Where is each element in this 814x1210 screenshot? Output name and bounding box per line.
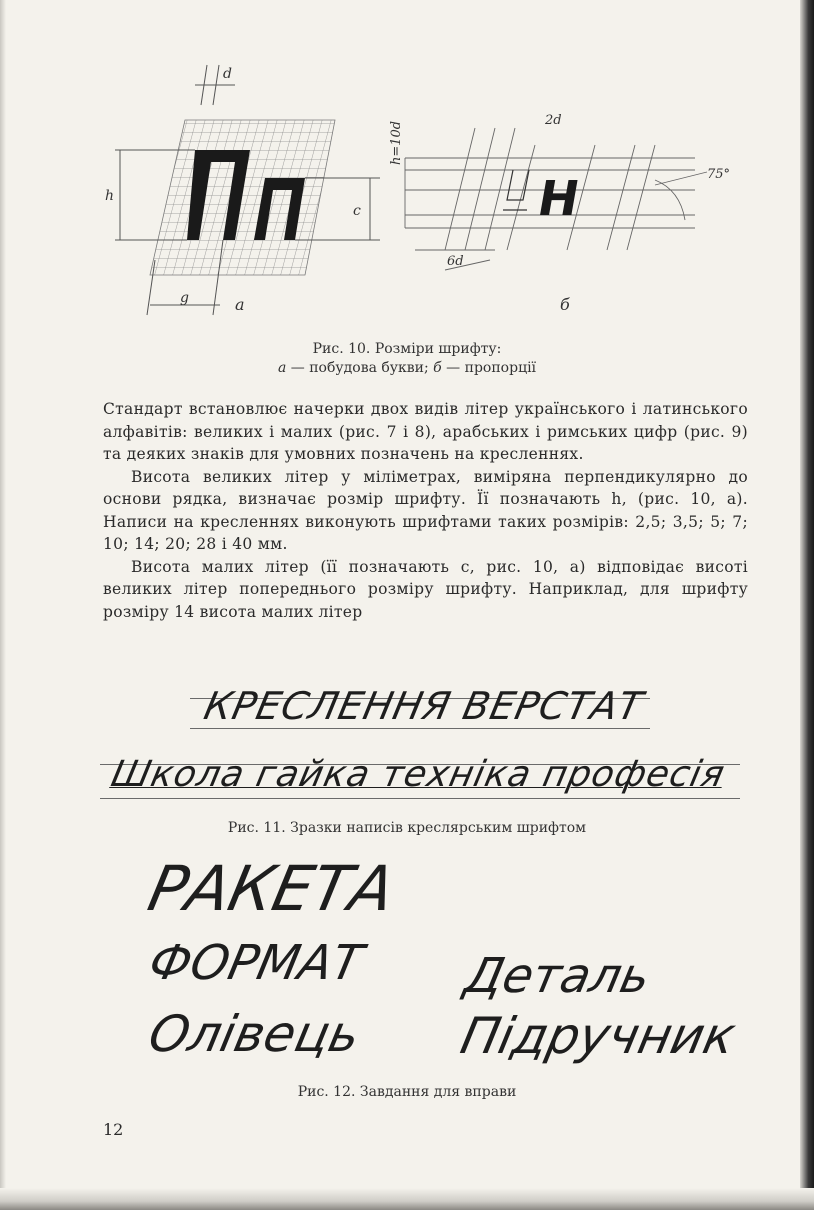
page-bottom-edge <box>0 1188 814 1210</box>
fig12-word-pidruchnyk: Підручник <box>455 1007 741 1065</box>
caption-a-letter: а <box>277 360 287 376</box>
sample-letter-n: Н <box>533 171 584 227</box>
fig12-word-olivets: Олівець <box>143 1005 366 1063</box>
label-b: б <box>560 295 570 314</box>
paragraph-3: Висота малих літер (її позначають с, рис. 10, а) відповідає висоті великих літер попереднього розміру шрифту. Наприклад, для шрифту розміру 14 висота малих літер <box>103 557 748 621</box>
construction-grid <box>150 120 335 275</box>
fig12-word-raketa: РАКЕТА <box>142 852 402 925</box>
label-a: а <box>235 295 245 314</box>
figure-12-caption: Рис. 12. Завдання для вправи <box>297 1084 517 1100</box>
page-number: 12 <box>103 1120 124 1139</box>
figure-10-diagram <box>95 60 755 330</box>
label-75: 75° <box>707 167 731 182</box>
figure-10-caption <box>0 340 814 378</box>
fig12-word-format: ФОРМАТ <box>144 935 368 991</box>
paragraph-1: Стандарт встановлює начерки двох видів літер українського і латинського алфавітів: великих і малих (рис. 7 і 8), арабських і римських цифр (рис. 9) та деяких знаків для умовних позначень на кресленнях. <box>103 400 748 463</box>
paragraph-2: Висота великих літер у міліметрах, виміряна перпендикулярно до основи рядка, визначає розмір шрифту. Її позначають h, (рис. 10, а). Написи на кресленнях виконують шрифтами таких розмірів: 2,5; 3,5; 5; 7; 10; 14; 20; 28 і 40 мм. <box>103 467 748 553</box>
label-c: c <box>353 203 361 219</box>
fig11-rule-bottom-2 <box>100 798 740 799</box>
fig11-rule-bottom-1 <box>190 728 650 729</box>
label-6d: 6d <box>447 254 464 269</box>
figure-10-caption-line2 <box>0 359 814 378</box>
page-right-edge <box>800 0 814 1210</box>
label-2d: 2d <box>545 113 562 128</box>
fig11-sample-uppercase: КРЕСЛЕННЯ ВЕРСТАТ <box>200 684 648 728</box>
fig11-sample-lowercase: Школа гайка техніка професія <box>107 754 729 795</box>
caption-a-text: — побудова букви; <box>286 360 434 376</box>
label-h10d: h=10d <box>389 120 404 165</box>
fig12-word-detal: Деталь <box>460 948 656 1004</box>
caption-b-letter: б <box>433 360 442 376</box>
label-h: h <box>105 188 115 204</box>
caption-b-text: — пропорції <box>441 360 537 376</box>
label-g: g <box>180 290 189 306</box>
body-text <box>103 398 748 623</box>
label-d: d <box>223 66 232 82</box>
figure-11-caption: Рис. 11. Зразки написів креслярським шрифтом <box>227 820 587 836</box>
figure-10-caption-line1: Рис. 10. Розміри шрифту: <box>312 341 502 357</box>
page-left-edge <box>0 0 6 1210</box>
